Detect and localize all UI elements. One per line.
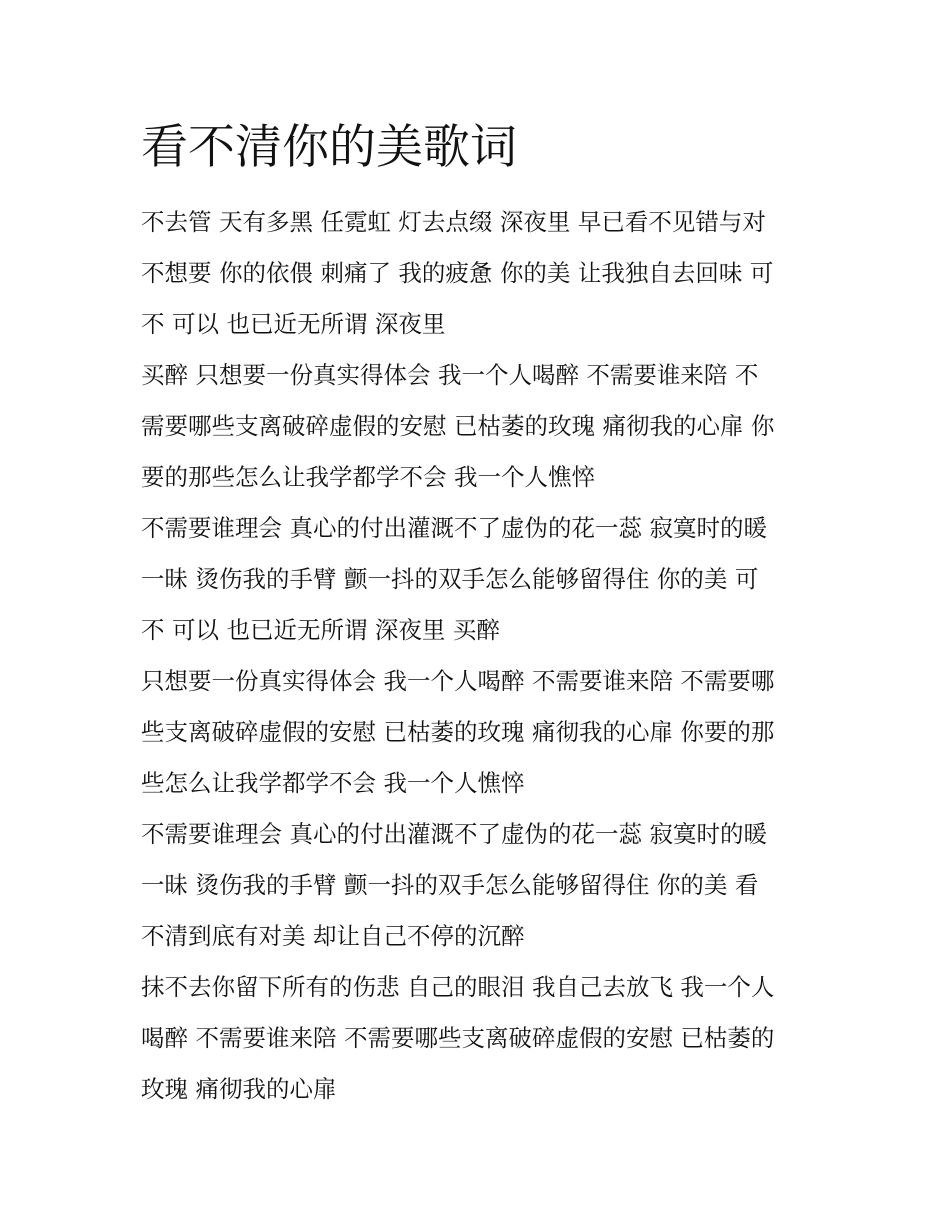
lyrics-line: 需要哪些支离破碎虚假的安慰 已枯萎的玫瑰 痛彻我的心扉 你 [141,412,775,440]
lyrics-line: 不 可以 也已近无所谓 深夜里 买醉 [141,616,500,644]
lyrics-line: 买醉 只想要一份真实得体会 我一个人喝醉 不需要谁来陪 不 [141,361,759,389]
lyrics-line: 不去管 天有多黑 任霓虹 灯去点缀 深夜里 早已看不见错与对 [141,208,766,236]
lyrics-line: 不需要谁理会 真心的付出灌溉不了虚伪的花一蕊 寂寞时的暖 [141,514,767,542]
lyrics-line: 不需要谁理会 真心的付出灌溉不了虚伪的花一蕊 寂寞时的暖 [141,820,767,848]
lyrics-line: 要的那些怎么让我学都学不会 我一个人憔悴 [141,463,595,491]
lyrics-line: 玫瑰 痛彻我的心扉 [141,1075,337,1103]
lyrics-body [141,197,811,1115]
lyrics-line: 一昧 烫伤我的手臂 颤一抖的双手怎么能够留得住 你的美 可 [141,565,759,593]
lyrics-line: 只想要一份真实得体会 我一个人喝醉 不需要谁来陪 不需要哪 [141,667,775,695]
page-title: 看不清你的美歌词 [141,120,517,175]
lyrics-line: 些支离破碎虚假的安慰 已枯萎的玫瑰 痛彻我的心扉 你要的那 [141,718,775,746]
lyrics-line: 些怎么让我学都学不会 我一个人憔悴 [141,769,525,797]
lyrics-line: 喝醉 不需要谁来陪 不需要哪些支离破碎虚假的安慰 已枯萎的 [141,1024,775,1052]
lyrics-line: 不清到底有对美 却让自己不停的沉醉 [141,922,525,950]
lyrics-line: 一昧 烫伤我的手臂 颤一抖的双手怎么能够留得住 你的美 看 [141,871,759,899]
lyrics-line: 不想要 你的依偎 刺痛了 我的疲惫 你的美 让我独自去回味 可 [141,259,774,287]
lyrics-line: 不 可以 也已近无所谓 深夜里 [141,310,446,338]
lyrics-line: 抹不去你留下所有的伤悲 自己的眼泪 我自己去放飞 我一个人 [141,973,775,1001]
